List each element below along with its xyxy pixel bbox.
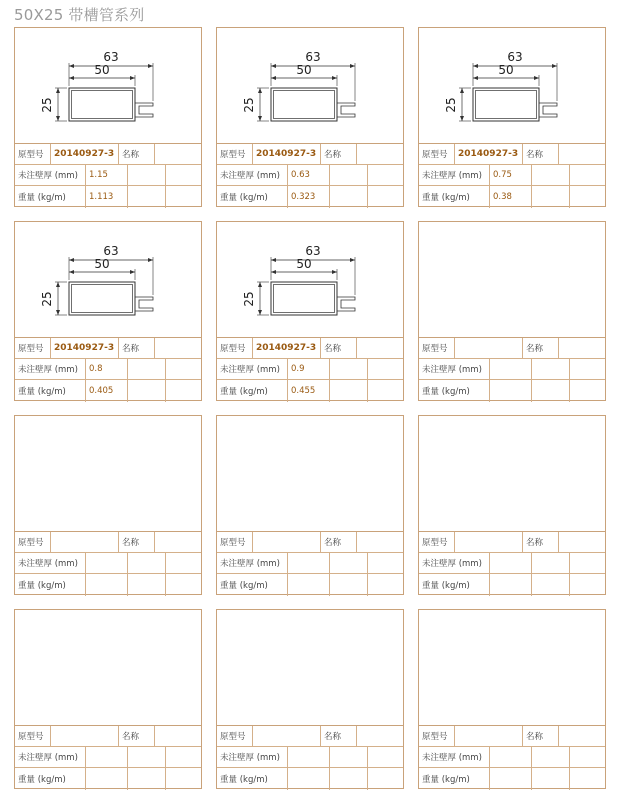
drawing-area xyxy=(419,28,605,144)
model-value: 20140927-3 xyxy=(253,338,321,358)
dim-overall-label: 63 xyxy=(305,244,321,258)
spec-row-weight xyxy=(419,186,605,208)
arrow-head xyxy=(460,116,464,121)
blank-cell xyxy=(128,574,166,596)
spec-table xyxy=(419,532,605,596)
drawing-area xyxy=(419,416,605,532)
name-value xyxy=(559,144,605,164)
weight-value: 1.113 xyxy=(86,186,128,208)
model-label: 原型号 xyxy=(419,532,455,552)
spec-row-thickness xyxy=(419,553,605,574)
weight-label: 重量 (kg/m) xyxy=(217,768,288,790)
blank-cell xyxy=(368,186,403,208)
model-value: 20140927-3 xyxy=(455,144,523,164)
spec-row-thickness xyxy=(15,165,201,186)
name-value xyxy=(559,532,605,552)
profile-card[interactable] xyxy=(14,27,202,207)
arrow-head xyxy=(271,64,276,68)
blank-cell xyxy=(532,165,570,185)
spec-row-model xyxy=(419,144,605,165)
blank-cell xyxy=(330,380,368,402)
drawing-area xyxy=(217,28,403,144)
thickness-value xyxy=(490,553,532,573)
tube-inner-outline xyxy=(72,285,133,313)
arrow-head xyxy=(148,64,153,68)
thickness-value: 0.8 xyxy=(86,359,128,379)
profile-cross-section-drawing xyxy=(217,28,403,141)
spec-table xyxy=(217,532,403,596)
name-label: 名称 xyxy=(523,144,559,164)
model-label: 原型号 xyxy=(217,338,253,358)
drawing-area xyxy=(419,610,605,726)
thickness-value: 1.15 xyxy=(86,165,128,185)
dim-overall-label: 63 xyxy=(507,50,523,64)
weight-value xyxy=(288,768,330,790)
spec-table xyxy=(15,338,201,402)
blank-cell xyxy=(166,553,201,573)
blank-cell xyxy=(128,186,166,208)
page-title: 50X25 带槽管系列 xyxy=(14,6,145,24)
arrow-head xyxy=(534,76,539,80)
profile-card[interactable] xyxy=(418,221,606,401)
name-value xyxy=(559,338,605,358)
blank-cell xyxy=(368,747,403,767)
blank-cell xyxy=(532,574,570,596)
weight-label: 重量 (kg/m) xyxy=(15,574,86,596)
dim-inner-label: 50 xyxy=(498,63,514,77)
thickness-label: 未注壁厚 (mm) xyxy=(419,747,490,767)
weight-value: 0.405 xyxy=(86,380,128,402)
dim-overall-label: 63 xyxy=(103,50,119,64)
spec-table xyxy=(217,338,403,402)
model-value xyxy=(455,338,523,358)
blank-cell xyxy=(570,165,605,185)
arrow-head xyxy=(56,282,60,287)
blank-cell xyxy=(166,359,201,379)
blank-cell xyxy=(330,359,368,379)
arrow-head xyxy=(69,76,74,80)
spec-row-thickness xyxy=(15,553,201,574)
model-label: 原型号 xyxy=(15,726,51,746)
blank-cell xyxy=(368,553,403,573)
thickness-label: 未注壁厚 (mm) xyxy=(15,747,86,767)
name-value xyxy=(155,726,201,746)
profile-card[interactable] xyxy=(14,221,202,401)
spec-row-thickness xyxy=(419,359,605,380)
profile-card[interactable] xyxy=(216,27,404,207)
blank-cell xyxy=(330,747,368,767)
tube-inner-outline xyxy=(72,91,133,119)
profile-card[interactable] xyxy=(14,609,202,789)
name-value xyxy=(357,532,403,552)
spec-row-weight xyxy=(15,574,201,596)
thickness-label: 未注壁厚 (mm) xyxy=(217,553,288,573)
arrow-head xyxy=(350,64,355,68)
model-label: 原型号 xyxy=(419,726,455,746)
arrow-head xyxy=(130,76,135,80)
spec-row-thickness xyxy=(217,553,403,574)
profile-card[interactable] xyxy=(216,415,404,595)
spec-row-weight xyxy=(15,380,201,402)
blank-cell xyxy=(532,186,570,208)
blank-cell xyxy=(570,380,605,402)
model-value xyxy=(253,532,321,552)
weight-label: 重量 (kg/m) xyxy=(217,380,288,402)
tube-inner-outline xyxy=(274,285,335,313)
weight-value xyxy=(490,574,532,596)
profile-card[interactable] xyxy=(14,415,202,595)
name-value xyxy=(155,532,201,552)
blank-cell xyxy=(128,380,166,402)
blank-cell xyxy=(128,165,166,185)
model-value xyxy=(455,532,523,552)
spec-row-model xyxy=(419,338,605,359)
blank-cell xyxy=(330,553,368,573)
arrow-head xyxy=(258,310,262,315)
model-label: 原型号 xyxy=(15,144,51,164)
arrow-head xyxy=(258,282,262,287)
weight-value xyxy=(86,768,128,790)
weight-value xyxy=(86,574,128,596)
dim-inner-label: 50 xyxy=(94,63,110,77)
tube-outline xyxy=(69,88,135,121)
arrow-head xyxy=(332,270,337,274)
model-label: 原型号 xyxy=(217,726,253,746)
model-value xyxy=(51,726,119,746)
thickness-label: 未注壁厚 (mm) xyxy=(217,359,288,379)
blank-cell xyxy=(532,359,570,379)
profile-card[interactable] xyxy=(216,221,404,401)
model-label: 原型号 xyxy=(419,144,455,164)
name-label: 名称 xyxy=(119,338,155,358)
blank-cell xyxy=(330,165,368,185)
profile-cross-section-drawing xyxy=(217,222,403,335)
name-label: 名称 xyxy=(321,532,357,552)
name-label: 名称 xyxy=(321,144,357,164)
drawing-area xyxy=(15,416,201,532)
blank-cell xyxy=(368,359,403,379)
weight-value xyxy=(490,768,532,790)
blank-cell xyxy=(532,553,570,573)
thickness-value: 0.63 xyxy=(288,165,330,185)
profile-cross-section-drawing xyxy=(419,28,605,141)
blank-cell xyxy=(128,359,166,379)
dim-height-label: 25 xyxy=(40,97,54,113)
thickness-value xyxy=(86,553,128,573)
blank-cell xyxy=(166,747,201,767)
blank-cell xyxy=(128,553,166,573)
blank-cell xyxy=(330,574,368,596)
spec-row-weight xyxy=(217,186,403,208)
slot-fins xyxy=(539,103,557,117)
model-value: 20140927-3 xyxy=(51,144,119,164)
spec-row-thickness xyxy=(15,747,201,768)
profile-card[interactable] xyxy=(216,609,404,789)
spec-row-thickness xyxy=(217,747,403,768)
name-value xyxy=(155,338,201,358)
thickness-label: 未注壁厚 (mm) xyxy=(217,165,288,185)
blank-cell xyxy=(570,359,605,379)
thickness-label: 未注壁厚 (mm) xyxy=(15,359,86,379)
thickness-label: 未注壁厚 (mm) xyxy=(15,553,86,573)
blank-cell xyxy=(368,165,403,185)
arrow-head xyxy=(69,64,74,68)
arrow-head xyxy=(473,64,478,68)
blank-cell xyxy=(532,747,570,767)
blank-cell xyxy=(166,186,201,208)
dim-inner-label: 50 xyxy=(94,257,110,271)
spec-row-model xyxy=(15,144,201,165)
name-label: 名称 xyxy=(523,726,559,746)
thickness-value xyxy=(86,747,128,767)
blank-cell xyxy=(166,574,201,596)
model-value xyxy=(253,726,321,746)
name-label: 名称 xyxy=(321,726,357,746)
drawing-area xyxy=(217,416,403,532)
weight-label: 重量 (kg/m) xyxy=(419,574,490,596)
arrow-head xyxy=(258,88,262,93)
name-label: 名称 xyxy=(523,338,559,358)
tube-outline xyxy=(271,88,337,121)
arrow-head xyxy=(56,88,60,93)
slot-fins xyxy=(337,103,355,117)
weight-label: 重量 (kg/m) xyxy=(217,574,288,596)
thickness-value xyxy=(490,359,532,379)
spec-row-model xyxy=(217,532,403,553)
tube-outline xyxy=(473,88,539,121)
weight-label: 重量 (kg/m) xyxy=(15,768,86,790)
arrow-head xyxy=(69,270,74,274)
model-value: 20140927-3 xyxy=(253,144,321,164)
spec-row-thickness xyxy=(217,165,403,186)
weight-label: 重量 (kg/m) xyxy=(15,380,86,402)
model-label: 原型号 xyxy=(217,144,253,164)
blank-cell xyxy=(532,380,570,402)
name-value xyxy=(559,726,605,746)
blank-cell xyxy=(166,768,201,790)
profile-grid xyxy=(14,27,606,789)
name-label: 名称 xyxy=(119,144,155,164)
arrow-head xyxy=(332,76,337,80)
spec-table xyxy=(217,726,403,790)
blank-cell xyxy=(368,574,403,596)
spec-row-weight xyxy=(419,574,605,596)
dim-inner-label: 50 xyxy=(296,63,312,77)
spec-row-model xyxy=(419,532,605,553)
spec-row-weight xyxy=(15,768,201,790)
thickness-value: 0.75 xyxy=(490,165,532,185)
spec-table xyxy=(15,532,201,596)
blank-cell xyxy=(368,768,403,790)
arrow-head xyxy=(148,258,153,262)
blank-cell xyxy=(570,186,605,208)
name-label: 名称 xyxy=(523,532,559,552)
arrow-head xyxy=(552,64,557,68)
spec-row-thickness xyxy=(419,165,605,186)
spec-table xyxy=(419,726,605,790)
thickness-value xyxy=(288,747,330,767)
model-value: 20140927-3 xyxy=(51,338,119,358)
thickness-value: 0.9 xyxy=(288,359,330,379)
weight-value: 0.38 xyxy=(490,186,532,208)
dim-height-label: 25 xyxy=(444,97,458,113)
profile-cross-section-drawing xyxy=(15,28,201,141)
arrow-head xyxy=(56,310,60,315)
blank-cell xyxy=(330,186,368,208)
arrow-head xyxy=(271,76,276,80)
profile-card[interactable] xyxy=(418,609,606,789)
spec-row-model xyxy=(15,338,201,359)
arrow-head xyxy=(69,258,74,262)
tube-inner-outline xyxy=(476,91,537,119)
thickness-label: 未注壁厚 (mm) xyxy=(419,553,490,573)
spec-row-thickness xyxy=(15,359,201,380)
tube-outline xyxy=(271,282,337,315)
blank-cell xyxy=(570,574,605,596)
model-label: 原型号 xyxy=(217,532,253,552)
blank-cell xyxy=(166,380,201,402)
spec-row-thickness xyxy=(419,747,605,768)
weight-value: 0.455 xyxy=(288,380,330,402)
spec-row-model xyxy=(217,726,403,747)
profile-cross-section-drawing xyxy=(15,222,201,335)
weight-label: 重量 (kg/m) xyxy=(419,768,490,790)
drawing-area xyxy=(217,610,403,726)
model-label: 原型号 xyxy=(419,338,455,358)
dim-inner-label: 50 xyxy=(296,257,312,271)
name-value xyxy=(357,144,403,164)
weight-label: 重量 (kg/m) xyxy=(419,380,490,402)
arrow-head xyxy=(271,270,276,274)
arrow-head xyxy=(473,76,478,80)
thickness-label: 未注壁厚 (mm) xyxy=(15,165,86,185)
slot-fins xyxy=(135,297,153,311)
arrow-head xyxy=(460,88,464,93)
spec-row-model xyxy=(15,726,201,747)
spec-row-weight xyxy=(15,186,201,208)
name-label: 名称 xyxy=(119,726,155,746)
weight-label: 重量 (kg/m) xyxy=(217,186,288,208)
spec-row-weight xyxy=(419,380,605,402)
arrow-head xyxy=(350,258,355,262)
name-value xyxy=(155,144,201,164)
model-label: 原型号 xyxy=(15,532,51,552)
spec-row-model xyxy=(419,726,605,747)
spec-row-thickness xyxy=(217,359,403,380)
dim-height-label: 25 xyxy=(40,291,54,307)
thickness-value xyxy=(288,553,330,573)
thickness-label: 未注壁厚 (mm) xyxy=(419,165,490,185)
blank-cell xyxy=(532,768,570,790)
dim-overall-label: 63 xyxy=(103,244,119,258)
blank-cell xyxy=(330,768,368,790)
weight-label: 重量 (kg/m) xyxy=(15,186,86,208)
weight-value: 0.323 xyxy=(288,186,330,208)
thickness-value xyxy=(490,747,532,767)
blank-cell xyxy=(570,747,605,767)
model-value xyxy=(455,726,523,746)
slot-fins xyxy=(337,297,355,311)
blank-cell xyxy=(368,380,403,402)
arrow-head xyxy=(130,270,135,274)
dim-height-label: 25 xyxy=(242,291,256,307)
blank-cell xyxy=(570,553,605,573)
dim-height-label: 25 xyxy=(242,97,256,113)
tube-inner-outline xyxy=(274,91,335,119)
name-value xyxy=(357,726,403,746)
drawing-area xyxy=(15,222,201,338)
drawing-area xyxy=(15,28,201,144)
spec-table xyxy=(15,726,201,790)
arrow-head xyxy=(271,258,276,262)
thickness-label: 未注壁厚 (mm) xyxy=(217,747,288,767)
drawing-area xyxy=(419,222,605,338)
name-value xyxy=(357,338,403,358)
drawing-area xyxy=(15,610,201,726)
spec-row-model xyxy=(15,532,201,553)
spec-table xyxy=(419,338,605,402)
tube-outline xyxy=(69,282,135,315)
drawing-area xyxy=(217,222,403,338)
spec-row-weight xyxy=(217,574,403,596)
name-label: 名称 xyxy=(321,338,357,358)
weight-value xyxy=(288,574,330,596)
blank-cell xyxy=(166,165,201,185)
blank-cell xyxy=(128,768,166,790)
spec-row-model xyxy=(217,338,403,359)
dim-overall-label: 63 xyxy=(305,50,321,64)
model-value xyxy=(51,532,119,552)
profile-card[interactable] xyxy=(418,27,606,207)
spec-row-weight xyxy=(217,380,403,402)
slot-fins xyxy=(135,103,153,117)
spec-row-weight xyxy=(217,768,403,790)
name-label: 名称 xyxy=(119,532,155,552)
weight-label: 重量 (kg/m) xyxy=(419,186,490,208)
profile-card[interactable] xyxy=(418,415,606,595)
spec-row-weight xyxy=(419,768,605,790)
blank-cell xyxy=(570,768,605,790)
blank-cell xyxy=(128,747,166,767)
spec-table xyxy=(419,144,605,208)
thickness-label: 未注壁厚 (mm) xyxy=(419,359,490,379)
weight-value xyxy=(490,380,532,402)
spec-row-model xyxy=(217,144,403,165)
arrow-head xyxy=(56,116,60,121)
arrow-head xyxy=(258,116,262,121)
spec-table xyxy=(217,144,403,208)
model-label: 原型号 xyxy=(15,338,51,358)
spec-table xyxy=(15,144,201,208)
